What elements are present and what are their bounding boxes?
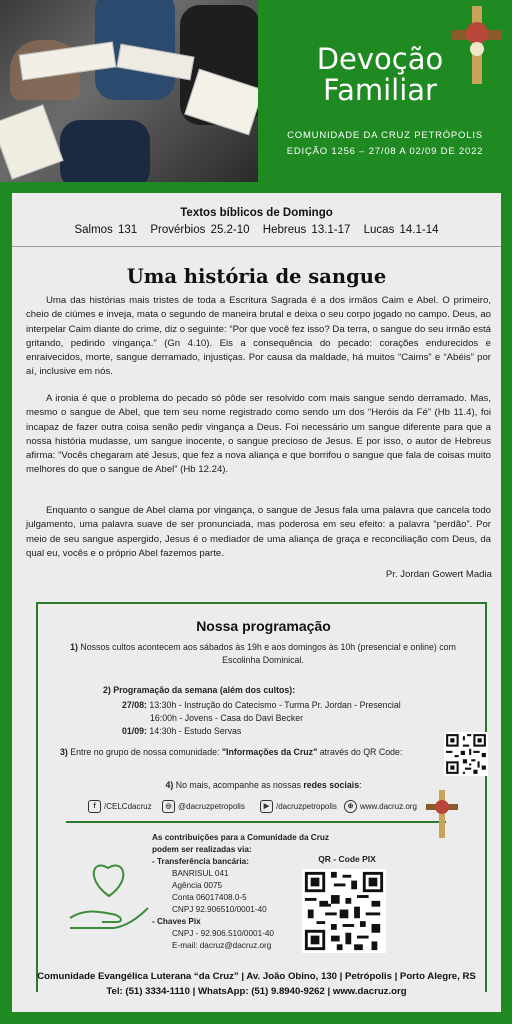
article-paragraph: Enquanto o sangue de Abel clama por vingança, o sangue de Jesus fala uma palavra que cancela todo julgamento, uma palavra suave de ser pronunciada, mas poderosa em seu efeito: a palavra “perdão”. Por meio de seu sangue aspergido, Jesus é o mediador de uma aliança de graça e reconciliação com Deus, da qual eu, vocês e o próprio Abel fazemos parte. bbox=[26, 505, 491, 559]
footer-address: Comunidade Evangélica Luterana “da Cruz” | Av. João Obino, 130 | Petrópolis | Porto Alegre, RS bbox=[37, 971, 476, 982]
item-bold: redes sociais bbox=[303, 780, 360, 790]
social-links bbox=[78, 798, 458, 814]
social-website-link[interactable] bbox=[344, 798, 417, 814]
bank-line: CNPJ 92.906510/0001-40 bbox=[172, 905, 267, 914]
reading-item: Hebreus 13.1-17 bbox=[262, 224, 351, 236]
reading-item: Salmos 131 bbox=[74, 224, 138, 236]
bank-line: Conta 06017408.0-5 bbox=[172, 893, 247, 902]
item-text-tail: através do QR Code: bbox=[317, 747, 403, 757]
article-title: Uma história de sangue bbox=[126, 265, 387, 288]
pix-line: CNPJ - 92.906.510/0001-40 bbox=[172, 929, 274, 938]
social-label: www.dacruz.org bbox=[360, 801, 417, 811]
facebook-icon: f bbox=[88, 800, 101, 813]
footer-contacts: Tel: (51) 3334-1110 | WhatsApp: (51) 9.8940-9262 | www.dacruz.org bbox=[106, 986, 407, 997]
schedule-row bbox=[122, 725, 472, 738]
title-line-2: Familiar bbox=[323, 73, 437, 107]
pix-line: E-mail: dacruz@dacruz.org bbox=[172, 941, 272, 950]
header-photo bbox=[0, 0, 258, 182]
schedule-text: 14:30h - Estudo Servas bbox=[146, 726, 242, 736]
community-name: COMUNIDADE DA CRUZ PETRÓPOLIS bbox=[287, 130, 483, 141]
pix-heading: - Chaves Pix bbox=[152, 917, 201, 926]
reading-item: Lucas 14.1-14 bbox=[363, 224, 439, 236]
contrib-intro: podem ser realizadas via: bbox=[152, 845, 252, 854]
pix-qr-code[interactable] bbox=[302, 869, 386, 953]
program-item-4 bbox=[38, 780, 489, 790]
page-title bbox=[300, 44, 460, 106]
item-text: No mais, acompanhe as nossas bbox=[173, 780, 304, 790]
program-title: Nossa programação bbox=[196, 618, 331, 634]
readings-heading: Textos bíblicos de Domingo bbox=[180, 207, 333, 219]
title-line-1: Devoção bbox=[316, 42, 444, 76]
item-number: 4) bbox=[165, 780, 174, 790]
schedule-row bbox=[150, 712, 500, 725]
cross-logo-icon bbox=[426, 790, 458, 838]
heart-hand-icon bbox=[66, 856, 152, 936]
reading-item: Provérbios 25.2-10 bbox=[150, 224, 250, 236]
divider bbox=[66, 821, 446, 823]
item-text-tail: : bbox=[359, 780, 362, 790]
readings-list bbox=[12, 224, 501, 236]
social-youtube-link[interactable] bbox=[260, 798, 337, 814]
program-item-1 bbox=[58, 641, 468, 667]
instagram-icon: ◎ bbox=[162, 800, 175, 813]
article-signature: Pr. Jordan Gowert Madia bbox=[385, 569, 492, 580]
social-label: /dacruzpetropolis bbox=[276, 801, 337, 811]
schedule-date: 01/09: bbox=[122, 726, 147, 736]
schedule-row bbox=[122, 699, 472, 712]
youtube-icon: ▶ bbox=[260, 800, 273, 813]
program-item-3 bbox=[60, 747, 440, 757]
group-name: "Informações da Cruz" bbox=[221, 747, 318, 757]
group-qr-code[interactable] bbox=[444, 732, 488, 776]
item-text: Entre no grupo de nossa comunidade: bbox=[67, 747, 222, 757]
contrib-intro: As contribuições para a Comunidade da Cruz bbox=[152, 833, 329, 842]
item-text: Nossos cultos acontecem aos sábados às 19h e aos domingos às 10h (presencial e online) com Escolinha Dominical. bbox=[77, 642, 456, 665]
social-label: @dacruzpetropolis bbox=[178, 801, 245, 811]
program-box bbox=[36, 602, 487, 992]
item-number: 3) bbox=[60, 747, 68, 757]
social-facebook-link[interactable] bbox=[88, 798, 152, 814]
program-item-2-heading: 2) Programação da semana (além dos cultos): bbox=[103, 685, 296, 695]
item-number: 1) bbox=[70, 642, 78, 652]
social-label: /CELCdacruz bbox=[104, 801, 152, 811]
edition-info: EDIÇÃO 1256 – 27/08 A 02/09 DE 2022 bbox=[286, 146, 484, 157]
bank-line: BANRISUL 041 bbox=[172, 869, 229, 878]
social-instagram-link[interactable] bbox=[162, 798, 245, 814]
content-card bbox=[12, 193, 501, 1012]
schedule-date: 27/08: bbox=[122, 700, 147, 710]
globe-icon: ⊕ bbox=[344, 800, 357, 813]
bank-line: Agência 0075 bbox=[172, 881, 223, 890]
article-paragraph: A ironia é que o problema do pecado só pôde ser resolvido com mais sangue sendo derramado. Mas, mesmo o sangue de Abel, que tem seu nome registrado como sendo um dos “Heróis da Fé” (Hb 11.4), foi incapaz de fazer outra coisa senão pedir vingança a Deus. Foi necessário um sangue diferente para que a nossa história mudasse, um sangue inocente, o sangue precioso de Jesus. E por isso, o autor de Hebreus afirma: “Vocês chegaram até Jesus, que fez a nova aliança e que borrifou o sangue que fala de coisas muito melhores do que o sangue de Abel” (Hb 12.24). bbox=[26, 393, 491, 476]
divider bbox=[12, 246, 501, 247]
header bbox=[0, 0, 512, 182]
article-paragraph: Uma das histórias mais tristes de toda a Escritura Sagrada é a dos irmãos Caim e Abel. O primeiro, cheio de ciúmes e inveja, mata o segundo de maneira brutal e deixa o seu corpo jogado no campo. Deus, ao interpelar Caim diante do crime, diz o seguinte: “Por que você fez isso? Da terra, o sangue do seu irmão está gritando, pedindo vingança.” (Gn 4.10). Eis a consequência do pecado: corações endurecidos e enraivecidos, morte, sangue derramado, injustiças. Por causa da maldade, há muitos “Caims” e “Abéis” por aí, inclusive em nós. bbox=[26, 295, 491, 378]
pix-qr-label: QR - Code PIX bbox=[318, 854, 376, 864]
schedule-text: 13:30h - Instrução do Catecismo - Turma Pr. Jordan - Presencial bbox=[146, 700, 401, 710]
bank-heading: - Transferência bancária: bbox=[152, 857, 249, 866]
schedule-text: 16:00h - Jovens - Casa do Davi Becker bbox=[150, 713, 304, 723]
